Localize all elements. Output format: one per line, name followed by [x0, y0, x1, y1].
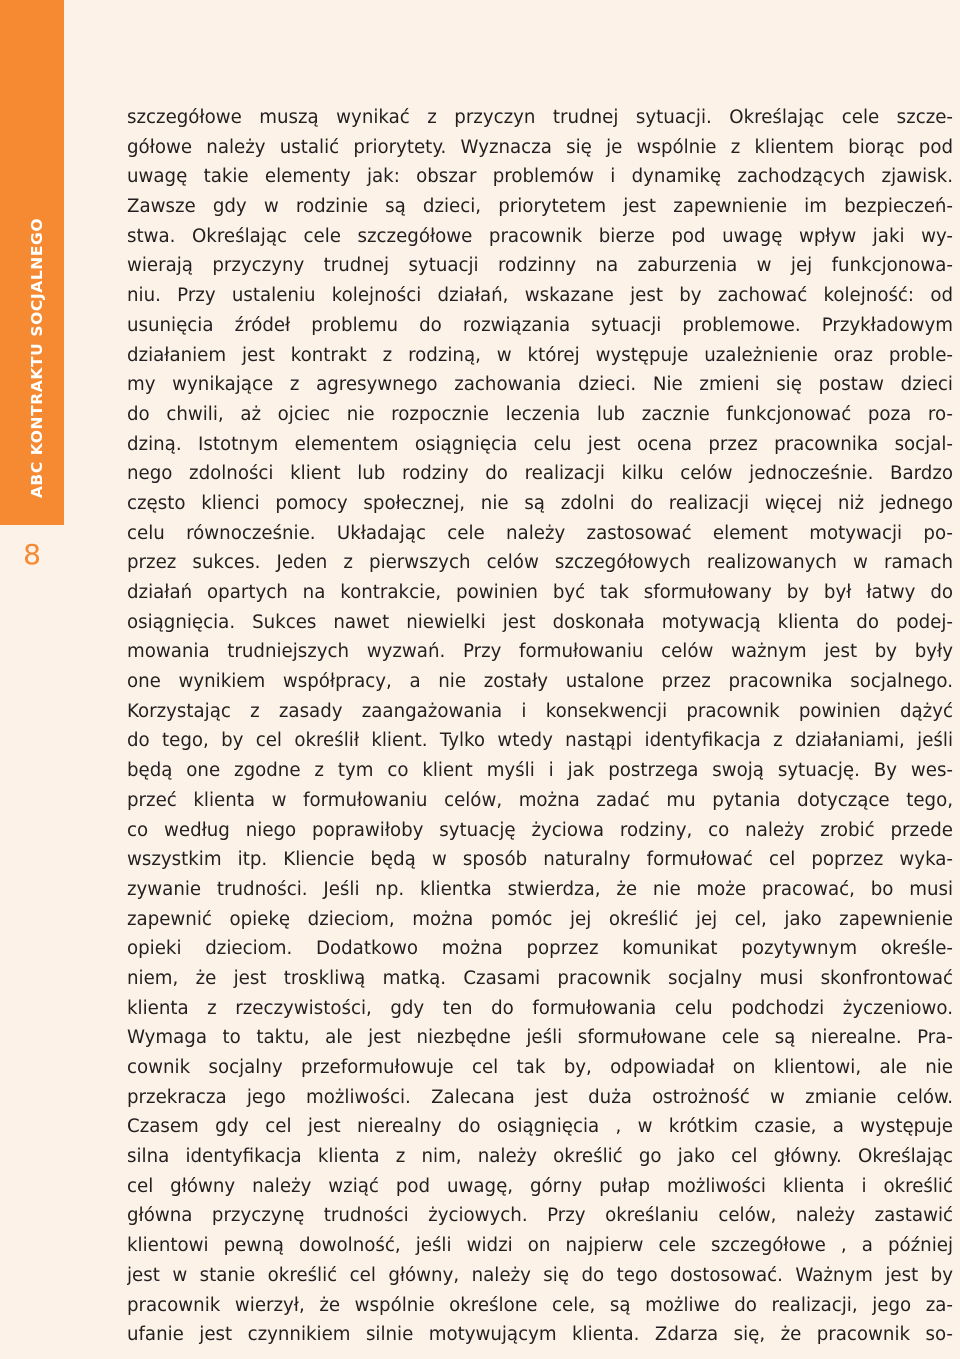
text-line: mowania trudniejszych wyzwań. Przy formułowaniu celów ważnym jest by były [127, 641, 953, 663]
text-line: szczegółowe muszą wynikać z przyczyn trudnej sytuacji. Określając cele szcze- [127, 107, 953, 128]
text-line: klienta z rzeczywistości, gdy ten do formułowania celu podchodzi życzeniowo. [127, 997, 953, 1019]
text-line: niem, że jest troskliwą matką. Czasami pracownik socjalny musi skonfrontować [127, 967, 953, 989]
text-line: klientowi pewną dowolność, jeśli widzi on najpierw cele szczegółowe , a później [127, 1235, 953, 1257]
text-line: opieki dzieciom. Dodatkowo można poprzez komunikat pozytywnym określe- [127, 938, 953, 960]
text-line: stwa. Określając cele szczegółowe pracownik bierze pod uwagę wpływ jaki wy- [127, 225, 953, 247]
text-line: celu równocześnie. Układając cele należy zastosować element motywacji po- [127, 522, 953, 544]
text-line: do tego, by cel określił klient. Tylko wtedy nastąpi identyfikacja z działaniami, jeśli [127, 730, 953, 752]
text-line: będą one zgodne z tym co klient myśli i jak postrzega swoją sytuację. By wes- [127, 760, 953, 782]
text-line: działaniem jest kontrakt z rodziną, w której występuje uzależnienie oraz proble- [127, 344, 953, 366]
body-text [127, 103, 953, 1350]
text-line: gółowe należy ustalić priorytety. Wyznacza się je wspólnie z klientem biorąc pod [127, 136, 953, 158]
text-line: często klienci pomocy społecznej, nie są zdolni do realizacji więcej niż jednego [127, 492, 953, 514]
text-line: Zawsze gdy w rodzinie są dzieci, priorytetem jest zapewnienie im bezpieczeń- [127, 196, 953, 218]
text-line: przez sukces. Jeden z pierwszych celów szczegółowych realizowanych w ramach [127, 552, 953, 574]
sidebar [0, 0, 64, 1359]
text-line: nego zdolności klient lub rodziny do realizacji kilku celów jednocześnie. Bardzo [127, 463, 953, 485]
text-line: my wynikające z agresywnego zachowania dzieci. Nie zmieni się postaw dzieci [127, 374, 953, 396]
text-line: Korzystając z zasady zaangażowania i konsekwencji pracownik powinien dążyć [127, 700, 953, 722]
text-line: do chwili, aż ojciec nie rozpocznie leczenia lub zacznie funkcjonować poza ro- [127, 403, 953, 425]
text-line: co według niego poprawiłoby sytuację życiowa rodziny, co należy zrobić przede [127, 819, 953, 841]
text-line: uwagę takie elementy jak: obszar problemów i dynamikę zachodzących zjawisk. [127, 166, 953, 188]
text-line: dziną. Istotnym elementem osiągnięcia celu jest ocena przez pracownika socjal- [127, 433, 953, 455]
text-line: wszystkim itp. Kliencie będą w sposób naturalny formułować cel poprzez wyka- [127, 849, 953, 871]
page-number: 8 [23, 538, 41, 571]
text-line: Wymaga to taktu, ale jest niezbędne jeśli sformułowane cele są nierealne. Pra- [127, 1027, 953, 1049]
text-line: osiągnięcia. Sukces nawet niewielki jest doskonała motywacją klienta do podej- [127, 611, 953, 633]
text-line: Czasem gdy cel jest nierealny do osiągnięcia , w krótkim czasie, a występuje [127, 1116, 953, 1138]
sidebar-title: ABC KONTRAKTU SOCJALNEGO [28, 217, 46, 499]
text-line: cownik socjalny przeformułowuje cel tak by, odpowiadał on klientowi, ale nie [127, 1057, 953, 1078]
text-line: pracownik wierzył, że wspólnie określone cele, są możliwe do realizacji, jego za- [127, 1294, 953, 1316]
text-line: działań opartych na kontrakcie, powinien być tak sformułowany by był łatwy do [127, 582, 953, 603]
text-line: usunięcia źródeł problemu do rozwiązania sytuacji problemowe. Przykładowym [127, 314, 953, 336]
text-line: cel główny należy wziąć pod uwagę, górny pułap możliwości klienta i określić [127, 1175, 953, 1197]
text-line: wierają przyczyny trudnej sytuacji rodzinny na zaburzenia w jej funkcjonowa- [127, 255, 953, 277]
text-line: niu. Przy ustaleniu kolejności działań, wskazane jest by zachować kolejność: od [127, 285, 953, 307]
text-line: jest w stanie określić cel główny, należy się do tego dostosować. Ważnym jest by [127, 1264, 953, 1286]
text-line: główna przyczynę trudności życiowych. Przy określaniu celów, należy zastawić [127, 1205, 953, 1227]
text-line: przekracza jego możliwości. Zalecana jest duża ostrożność w zmianie celów. [127, 1086, 953, 1108]
text-line: ufanie jest czynnikiem silnie motywującym klienta. Zdarza się, że pracownik so- [127, 1324, 953, 1346]
text-line: zapewnić opiekę dzieciom, można pomóc jej określić jej cel, jako zapewnienie [127, 908, 953, 930]
text-line: one wynikiem współpracy, a nie zostały ustalone przez pracownika socjalnego. [127, 671, 953, 693]
text-line: przeć klienta w formułowaniu celów, można zadać mu pytania dotyczące tego, [127, 789, 953, 811]
text-line: silna identyfikacja klienta z nim, należy określić go jako cel główny. Określając [127, 1146, 953, 1168]
text-line: zywanie trudności. Jeśli np. klientka stwierdza, że nie może pracować, bo musi [127, 878, 953, 900]
